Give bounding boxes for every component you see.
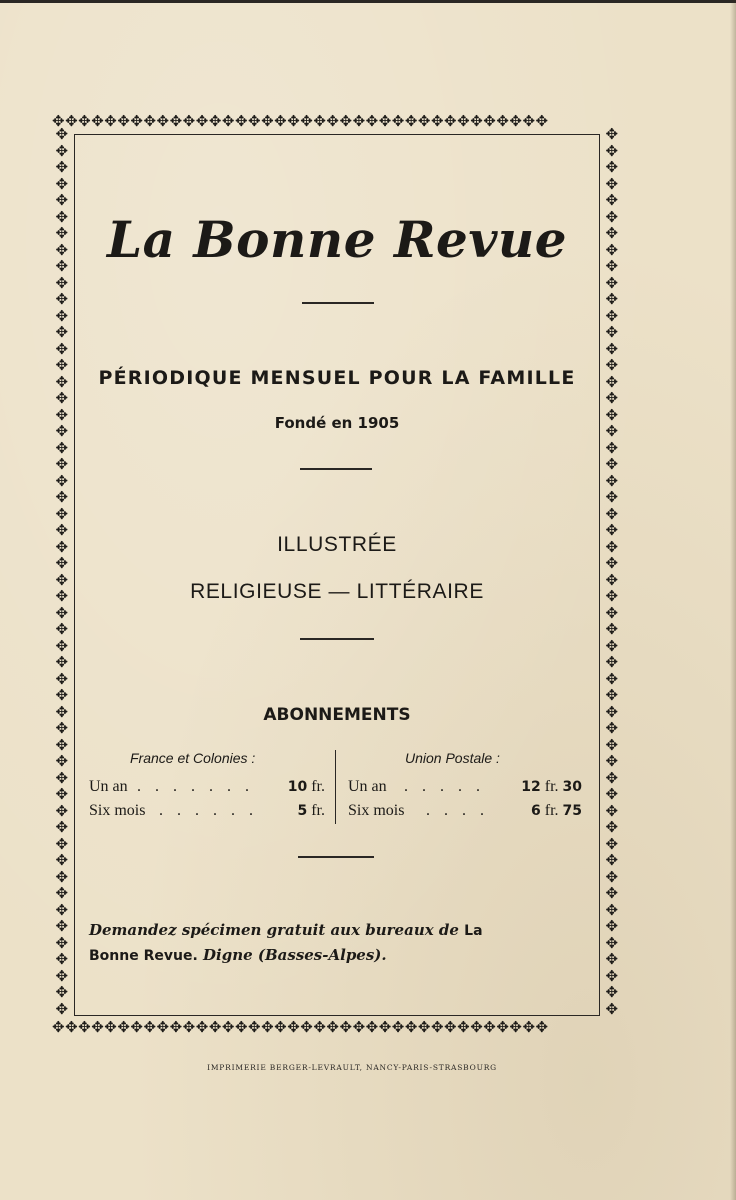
subscriptions-heading: ABONNEMENTS xyxy=(263,705,411,725)
border-ornament-left: ✥✥✥✥✥✥✥✥✥✥✥✥✥✥✥✥✥✥✥✥✥✥✥✥✥✥✥✥✥✥✥✥✥✥✥✥✥✥✥✥✥✥✥✥✥✥✥✥✥✥✥✥✥✥ xyxy=(55,126,69,1018)
column-divider xyxy=(335,750,336,824)
leader-dots: . . . . . . xyxy=(159,802,258,819)
price-value: 6 fr. 75 xyxy=(530,802,582,819)
descriptor-illustree: ILLUSTRÉE xyxy=(277,533,397,556)
france-colonies-header: France et Colonies : xyxy=(130,750,256,766)
border-ornament-bottom: ✥✥✥✥✥✥✥✥✥✥✥✥✥✥✥✥✥✥✥✥✥✥✥✥✥✥✥✥✥✥✥✥✥✥✥✥✥✥ xyxy=(52,1018,549,1036)
price-label: Un an xyxy=(348,778,387,795)
divider-rule xyxy=(302,302,374,304)
price-row-france-one-year xyxy=(89,778,325,800)
leader-dots: . . . . . . . xyxy=(137,778,254,795)
divider-rule xyxy=(300,638,374,640)
price-label: Six mois xyxy=(89,802,146,819)
specimen-line2-sans: Bonne Revue. xyxy=(89,948,198,964)
border-ornament-top: ✥✥✥✥✥✥✥✥✥✥✥✥✥✥✥✥✥✥✥✥✥✥✥✥✥✥✥✥✥✥✥✥✥✥✥✥✥✥ xyxy=(52,112,549,130)
founded-year: Fondé en 1905 xyxy=(274,414,400,432)
price-value: 5 fr. xyxy=(297,802,325,819)
leader-dots: . . . . . xyxy=(404,778,485,795)
union-postale-header: Union Postale : xyxy=(405,750,500,766)
specimen-line1-italic: Demandez spécimen gratuit aux bureaux de xyxy=(89,921,459,939)
price-label: Un an xyxy=(89,778,128,795)
divider-rule xyxy=(300,468,372,470)
price-label: Six mois xyxy=(348,802,405,819)
price-row-union-six-months xyxy=(348,802,582,824)
specimen-line1-sans: La xyxy=(464,923,483,939)
border-ornament-right: ✥✥✥✥✥✥✥✥✥✥✥✥✥✥✥✥✥✥✥✥✥✥✥✥✥✥✥✥✥✥✥✥✥✥✥✥✥✥✥✥✥✥✥✥✥✥✥✥✥✥✥✥✥✥ xyxy=(605,126,619,1018)
leader-dots: . . . . xyxy=(426,802,489,819)
specimen-line2-italic: Digne (Basses-Alpes). xyxy=(203,946,387,964)
printer-imprint: IMPRIMERIE BERGER-LEVRAULT, NANCY-PARIS-STRASBOURG xyxy=(207,1063,497,1072)
price-value: 12 fr. 30 xyxy=(521,778,582,795)
subtitle: PÉRIODIQUE MENSUEL POUR LA FAMILLE xyxy=(98,367,576,389)
price-row-union-one-year xyxy=(348,778,582,800)
magazine-title: La Bonne Revue xyxy=(106,210,568,269)
descriptor-religieuse-litteraire: RELIGIEUSE — LITTÉRAIRE xyxy=(190,580,484,603)
specimen-request-text xyxy=(89,918,589,968)
page-top-edge xyxy=(0,0,736,3)
price-value: 10 fr. xyxy=(287,778,325,795)
divider-rule xyxy=(298,856,374,858)
page-right-shadow xyxy=(730,0,736,1200)
price-row-france-six-months xyxy=(89,802,325,824)
